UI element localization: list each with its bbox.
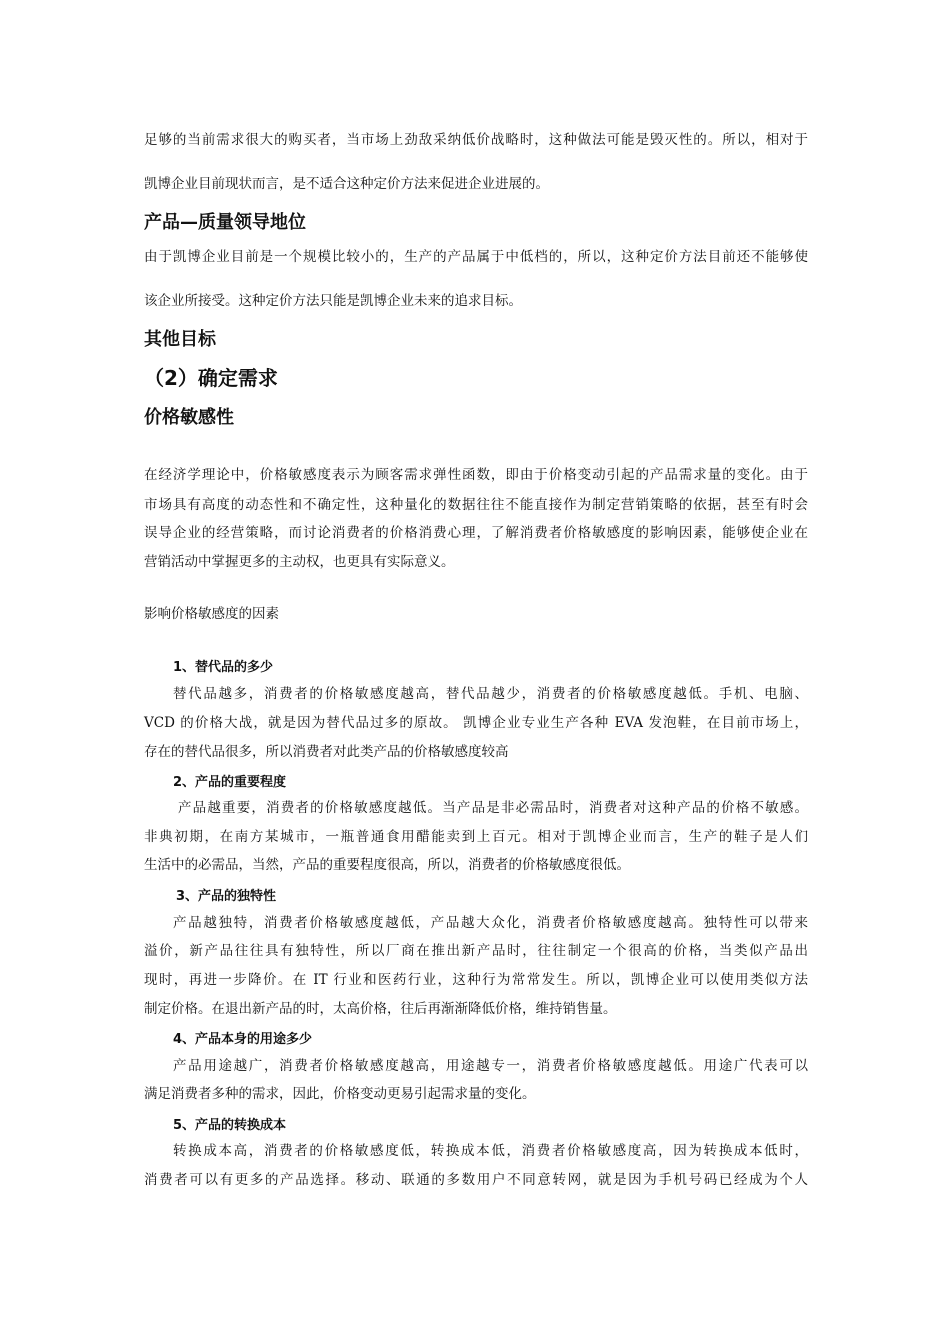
- paragraph-line: 该企业所接受。这种定价方法只能是凯博企业未来的追求目标。: [144, 293, 522, 309]
- paragraph-line: 满足消费者多种的需求，因此，价格变动更易引起需求量的变化。: [144, 1086, 536, 1102]
- heading-quality-leadership: 产品—质量领导地位: [144, 212, 306, 233]
- heading-other-goals: 其他目标: [144, 329, 216, 350]
- paragraph-line: 产品用途越广，消费者价格敏感度越高，用途越专一，消费者价格敏感度越低。用途广代表可以: [173, 1058, 808, 1074]
- paragraph-line: 转换成本高，消费者的价格敏感度低，转换成本低，消费者价格敏感度高，因为转换成本低时，: [173, 1143, 808, 1159]
- paragraph-line: 足够的当前需求很大的购买者，当市场上劲敌采纳低价战略时，这种做法可能是毁灭性的。所以，相对于: [144, 132, 808, 148]
- factor-heading-uses: 4、产品本身的用途多少: [173, 1032, 313, 1047]
- paragraph-line: 在经济学理论中，价格敏感度表示为顾客需求弹性函数，即由于价格变动引起的产品需求量的变化。由于: [144, 467, 808, 483]
- paragraph-line: 由于凯博企业目前是一个规模比较小的，生产的产品属于中低档的，所以，这种定价方法目前还不能够使: [144, 249, 808, 265]
- paragraph-line: 溢价，新产品往往具有独特性，所以厂商在推出新产品时，往往制定一个很高的价格，当类似产品出: [144, 943, 808, 959]
- paragraph-line: 营销活动中掌握更多的主动权，也更具有实际意义。: [144, 554, 455, 570]
- paragraph-line: 现时，再进一步降价。在 IT 行业和医药行业，这种行为常常发生。所以，凯博企业可以使用类似方法: [144, 972, 808, 988]
- paragraph-line: 生活中的必需品，当然，产品的重要程度很高，所以，消费者的价格敏感度很低。: [144, 857, 630, 873]
- paragraph-line: 产品越独特，消费者价格敏感度越低，产品越大众化，消费者价格敏感度越高。独特性可以带来: [173, 915, 808, 931]
- paragraph-line: 存在的替代品很多，所以消费者对此类产品的价格敏感度较高: [144, 744, 509, 760]
- factor-heading-substitutes: 1、替代品的多少: [173, 660, 274, 675]
- factors-title: 影响价格敏感度的因素: [144, 606, 279, 622]
- factor-heading-importance: 2、产品的重要程度: [173, 775, 287, 790]
- factor-heading-switching-cost: 5、产品的转换成本: [173, 1118, 287, 1133]
- heading-determine-demand: （2）确定需求: [144, 366, 278, 390]
- paragraph-line: 非典初期，在南方某城市，一瓶普通食用醋能卖到上百元。相对于凯博企业而言，生产的鞋子是人们: [144, 829, 808, 845]
- paragraph-line: 消费者可以有更多的产品选择。移动、联通的多数用户不同意转网，就是因为手机号码已经成为个人: [144, 1172, 808, 1188]
- heading-price-sensitivity: 价格敏感性: [144, 407, 234, 428]
- paragraph-line: 凯博企业目前现状而言，是不适合这种定价方法来促进企业进展的。: [144, 176, 549, 192]
- paragraph-line: 误导企业的经营策略，而讨论消费者的价格消费心理，了解消费者价格敏感度的影响因素，能够使企业在: [144, 525, 808, 541]
- factor-heading-uniqueness: 3、产品的独特性: [176, 889, 277, 904]
- paragraph-line: 市场具有高度的动态性和不确定性，这种量化的数据往往不能直接作为制定营销策略的依据，甚至有时会: [144, 497, 808, 513]
- paragraph-line: 替代品越多，消费者的价格敏感度越高，替代品越少，消费者的价格敏感度越低。手机、电脑、: [173, 686, 808, 702]
- paragraph-line: 产品越重要，消费者的价格敏感度越低。当产品是非必需品时，消费者对这种产品的价格不敏感。: [178, 800, 808, 816]
- paragraph-line: 制定价格。在退出新产品的时，太高价格，往后再渐渐降低价格，维持销售量。: [144, 1001, 617, 1017]
- paragraph-line: VCD 的价格大战，就是因为替代品过多的原故。 凯博企业专业生产各种 EVA 发泡鞋，在目前市场上，: [144, 715, 808, 731]
